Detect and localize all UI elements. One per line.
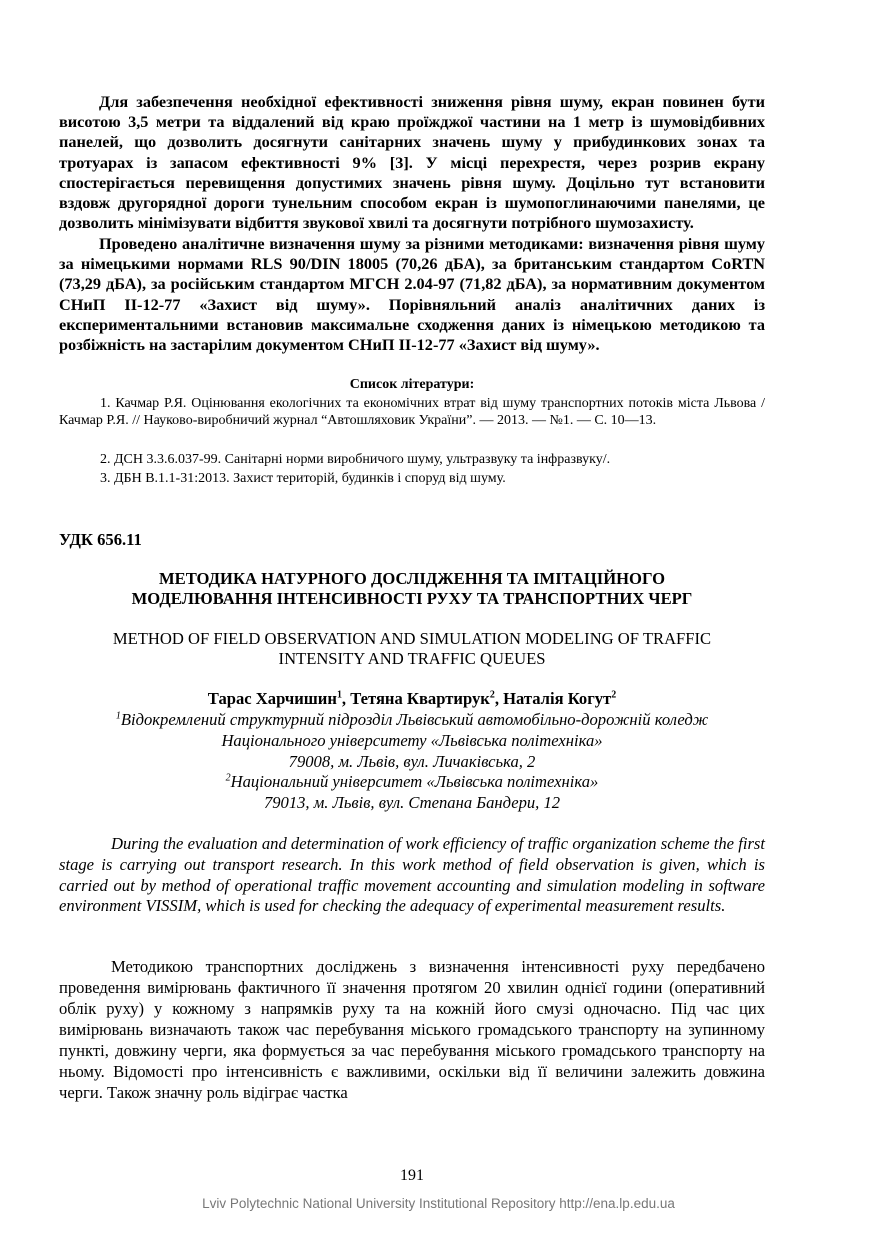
- paragraph-noise-analysis: Проведено аналітичне визначення шуму за різними методиками: визначення рівня шуму за німецькими нормами RLS 90/DIN 18005 (70,26 дБА), за британським стандартом CoRTN (73,29 дБА), за російським стандартом МГСН 2.04-97 (71,82 дБА), за нормативним документом СНиП ІІ-12-77 «Захист від шуму». Порівняльний аналіз аналітичних даних із експериментальними встановив максимальне сходження даних із німецькою методикою та розбіжність на застарілим документом СНиП ІІ-12-77 «Захист від шуму».: [59, 234, 765, 355]
- reference-item-1: 1. Качмар Р.Я. Оцінювання екологічних та економічних втрат від шуму транспортних потоків міста Львова / Качмар Р.Я. // Науково-виробничий журнал “Автошляховик України”. — 2013. — №1. — С. 10—13.: [59, 396, 765, 428]
- udk-code: УДК 656.11: [59, 530, 142, 549]
- page-number: 191: [400, 1167, 424, 1184]
- repository-footer: Lviv Polytechnic National University Institutional Repository http://ena.lp.edu.ua: [202, 1196, 675, 1211]
- reference-item-3: 3. ДБН В.1.1-31:2013. Захист територій, будинків і споруд від шуму.: [100, 471, 506, 486]
- references-heading: Список літератури:: [349, 377, 475, 392]
- affiliation-line: $^1$Відокремлений структурний підрозділ Львівський автомобільно-дорожній коледж: [115, 710, 709, 729]
- author: Наталія Когут$^2$: [503, 689, 617, 708]
- affiliation-line: 79013, м. Львів, вул. Степана Бандери, 12: [263, 793, 561, 813]
- authors-line: [59, 689, 765, 709]
- reference-item-2: 2. ДСН 3.3.6.037-99. Санітарні норми виробничого шуму, ультразвуку та інфразвуку/.: [100, 452, 611, 467]
- affiliation-line: $^2$Національний університет «Львівська політехніка»: [225, 772, 599, 792]
- title-en-line-2: INTENSITY AND TRAFFIC QUEUES: [278, 649, 546, 668]
- affiliation-line: Національного університету «Львівська політехніка»: [221, 730, 603, 750]
- author: Тарас Харчишин$^1$,: [207, 689, 351, 708]
- abstract: During the evaluation and determination of work efficiency of traffic organization scheme the first stage is carrying out transport research. In this work method of field observation is given, which is carried out by method of operational traffic movement accounting and simulation modeling in software environment VISSIM, which is used for checking the adequacy of experimental measurement results.: [59, 834, 765, 916]
- body-paragraph: Методикою транспортних досліджень з визначення інтенсивності руху передбачено проведення вимірювань фактичного її значення протягом 20 хвилин однієї години (оперативний облік руху) у кожному з напрямків руху та на кожній його смузі одночасно. Під час цих вимірювань визначають також час перебування міського громадського транспорту на зупинному пункті, довжину черги, яка формується за час перебування міського громадського транспорту на ньому. Відомості про інтенсивність є важливими, оскільки від її величини залежить довжина черги. Також значну роль відіграє частка: [59, 957, 765, 1102]
- title-ua-line-1: МЕТОДИКА НАТУРНОГО ДОСЛІДЖЕННЯ ТА ІМІТАЦІЙНОГО: [158, 569, 666, 588]
- affiliations: [59, 710, 765, 814]
- paragraph-noise-screen: Для забезпечення необхідної ефективності зниження рівня шуму, екран повинен бути висотою 3,5 метри та віддалений від краю проїжджої частини на 1 метр із шумовідбивних панелей, що дозволить досягнути санітарних значень шуму у прибудинкових зонах та тротуарах із запасом ефективності 9% [3]. У місці перехрестя, через розрив екрану спостерігається перевищення допустимих значень рівня шуму. Доцільно тут встановити вздовж другорядної дороги тунельним способом екран із шумопоглинаючими панелями, це дозволить мінімізувати відбиття звукової хвилі та досягнути потрібного шумозахисту.: [59, 92, 765, 233]
- title-ua-line-2: МОДЕЛЮВАННЯ ІНТЕНСИВНОСТІ РУХУ ТА ТРАНСПОРТНИХ ЧЕРГ: [131, 589, 693, 608]
- title-en-line-1: METHOD OF FIELD OBSERVATION AND SIMULATION MODELING OF TRAFFIC: [112, 629, 712, 648]
- author: Тетяна Квартирук$^2$,: [350, 689, 504, 708]
- affiliation-line: 79008, м. Львів, вул. Личаківська, 2: [288, 751, 536, 771]
